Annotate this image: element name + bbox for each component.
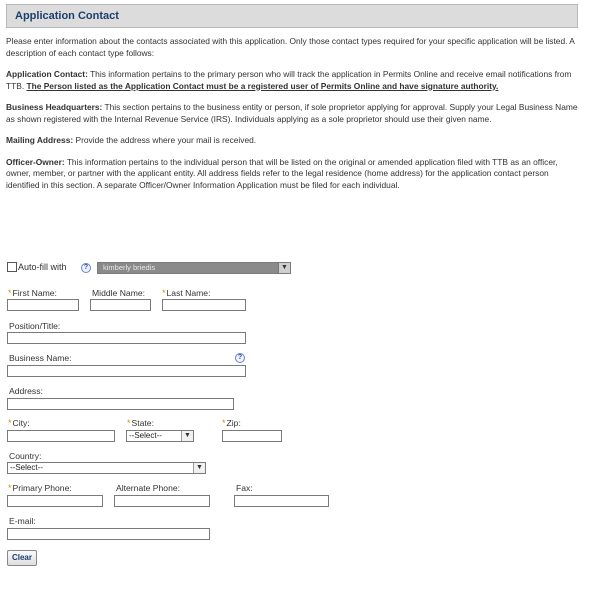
chevron-down-icon: ▼ (181, 431, 193, 441)
first-name-input[interactable] (7, 299, 79, 311)
application-contact-description (6, 69, 578, 92)
chevron-down-icon: ▼ (193, 463, 205, 473)
application-contact-emphasis: The Person listed as the Application Contact must be a registered user of Permits Online and have signature authority. (26, 80, 499, 91)
zip-label: *Zip: (222, 418, 241, 428)
required-marker: * (8, 483, 12, 493)
mailing-address-description (6, 135, 578, 147)
state-selected-value: --Select-- (129, 431, 162, 440)
business-name-input[interactable] (7, 365, 246, 377)
alternate-phone-label: Alternate Phone: (116, 483, 181, 493)
city-label: *City: (8, 418, 30, 428)
autofill-select[interactable] (97, 262, 291, 274)
panel-title: Application Contact (15, 10, 119, 22)
required-marker: * (8, 288, 12, 298)
officer-owner-text: This information pertains to the individual person that will be listed on the original or amended application filed with TTB as an officer, owner, member, or partner with the applicant entity. All address fields refer to the legal residence (home address) for the application contact person identified in this section. A separate Officer/Owner Information Application must be filed for each individual. (6, 156, 558, 190)
business-name-label: Business Name: (9, 353, 72, 363)
fax-input[interactable] (234, 495, 329, 507)
intro-paragraph: Please enter information about the contacts associated with this application. Only those contact types required for your specific application will be listed. A description of each contact type follows: (6, 36, 575, 58)
alternate-phone-input[interactable] (114, 495, 210, 507)
primary-phone-input[interactable] (7, 495, 103, 507)
country-selected-value: --Select-- (10, 463, 43, 472)
mailing-address-term: Mailing Address: (6, 135, 74, 145)
application-contact-term: Application Contact: (6, 69, 88, 79)
state-label: *State: (127, 418, 154, 428)
address-label: Address: (9, 386, 43, 396)
help-question-icon[interactable]: ? (81, 263, 91, 273)
last-name-label: *Last Name: (162, 288, 211, 298)
autofill-checkbox[interactable] (7, 262, 17, 272)
country-label: Country: (9, 451, 42, 461)
business-headquarters-text: This section pertains to the business entity or person, if sole proprietor applying for approval. Supply your Legal Business Name as shown registered with the Internal Revenue Service (IRS). Individuals applying as a sole proprietor should use their given name. (6, 102, 578, 124)
intro-text (6, 36, 578, 201)
middle-name-input[interactable] (90, 299, 151, 311)
business-headquarters-description (6, 102, 578, 125)
city-input[interactable] (7, 430, 115, 442)
address-input[interactable] (7, 398, 234, 410)
mailing-address-text: Provide the address where your mail is received. (73, 135, 257, 145)
zip-input[interactable] (222, 430, 282, 442)
business-headquarters-term: Business Headquarters: (6, 102, 103, 112)
officer-owner-term: Officer-Owner: (6, 156, 65, 167)
chevron-down-icon: ▼ (278, 263, 290, 273)
position-title-label: Position/Title: (9, 321, 61, 331)
help-question-icon[interactable]: ? (235, 353, 245, 363)
email-label: E-mail: (9, 516, 36, 526)
primary-phone-label: *Primary Phone: (8, 483, 72, 493)
last-name-input[interactable] (162, 299, 246, 311)
panel-header (6, 4, 578, 28)
state-select[interactable] (126, 430, 194, 442)
country-select[interactable] (7, 462, 206, 474)
application-contact-text: This information pertains to the primary person who will track the application in Permits Online and receive email notifications from TTB. (6, 69, 572, 91)
autofill-label: Auto-fill with (18, 262, 67, 272)
clear-button[interactable]: Clear (7, 550, 37, 566)
middle-name-label: Middle Name: (92, 288, 146, 298)
required-marker: * (127, 418, 131, 428)
required-marker: * (222, 418, 226, 428)
autofill-selected-value: kimberly briedis (103, 263, 156, 272)
fax-label: Fax: (236, 483, 253, 493)
email-input[interactable] (7, 528, 210, 540)
officer-owner-description (6, 157, 578, 192)
position-title-input[interactable] (7, 332, 246, 344)
required-marker: * (162, 288, 166, 298)
first-name-label: *First Name: (8, 288, 57, 298)
required-marker: * (8, 418, 12, 428)
